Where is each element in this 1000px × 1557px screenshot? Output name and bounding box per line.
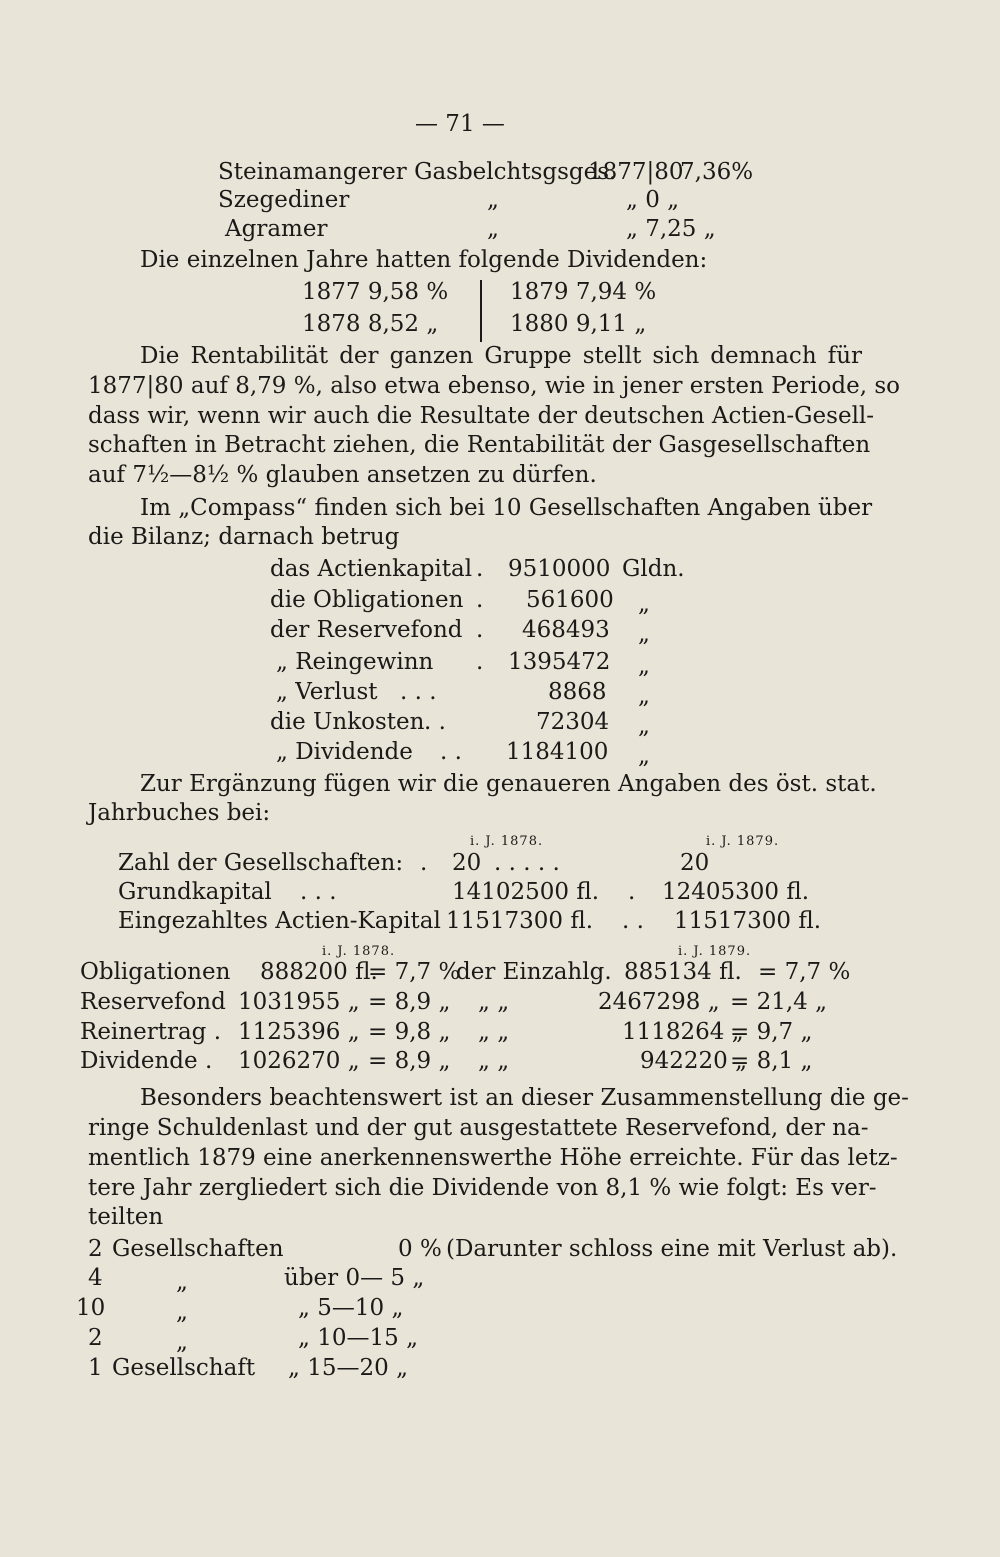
year-dividend: 1880 9,11 „ bbox=[510, 311, 647, 337]
percent-1878: = 7,7 % bbox=[368, 959, 461, 985]
column-header: i. J. 1879. bbox=[706, 834, 780, 849]
bilanz-unit: „ bbox=[638, 621, 650, 647]
bilanz-label: „ Verlust bbox=[276, 679, 378, 705]
bilanz-value: 1395472 bbox=[508, 649, 611, 675]
percent-1878: = 8,9 „ bbox=[368, 989, 451, 1015]
company-count: 10 bbox=[76, 1295, 106, 1321]
value-1878: 888200 fl. bbox=[260, 959, 378, 985]
bilanz-label: „ Dividende bbox=[276, 739, 413, 765]
bilanz-label: die Obligationen bbox=[270, 587, 464, 613]
dividend-range: über 0— 5 „ bbox=[284, 1265, 425, 1291]
bilanz-value: 561600 bbox=[526, 587, 614, 613]
company-count: 2 bbox=[88, 1236, 103, 1262]
value-1878: 20 bbox=[452, 850, 482, 876]
row-period: „ bbox=[487, 187, 499, 213]
paragraph-line: Jahrbuches bei: bbox=[88, 800, 271, 826]
row-dots: . . bbox=[622, 908, 644, 934]
row-label: Agramer bbox=[225, 216, 328, 242]
bilanz-unit: „ bbox=[638, 713, 650, 739]
bilanz-label: die Unkosten bbox=[270, 709, 425, 735]
bilanz-value: 9510000 bbox=[508, 556, 611, 582]
company-count: 4 bbox=[88, 1265, 103, 1291]
value-1878: 1125396 „ bbox=[238, 1019, 360, 1045]
row-note: „ „ bbox=[478, 1019, 510, 1045]
company-label: Gesellschaften bbox=[112, 1236, 284, 1262]
value-1879: 11517300 fl. bbox=[674, 908, 822, 934]
bilanz-dots: . . . bbox=[400, 679, 437, 705]
company-label: „ bbox=[176, 1269, 188, 1295]
year-dividend: 1878 8,52 „ bbox=[302, 311, 439, 337]
column-header: i. J. 1878. bbox=[470, 834, 544, 849]
bilanz-unit: „ bbox=[638, 743, 650, 769]
paragraph-line: Zur Ergänzung fügen wir die genaueren Angaben des öst. stat. bbox=[140, 771, 877, 797]
paragraph-line: mentlich 1879 eine anerkennenswerthe Höhe erreichte. Für das letz- bbox=[88, 1145, 898, 1171]
value-1878: 1031955 „ bbox=[238, 989, 360, 1015]
value-1878: 1026270 „ bbox=[238, 1048, 360, 1074]
row-note: „ „ bbox=[478, 1048, 510, 1074]
column-header: i. J. 1879. bbox=[678, 944, 752, 959]
bilanz-label: der Reservefond bbox=[270, 617, 463, 643]
bilanz-dots: . bbox=[476, 617, 484, 643]
row-note: der Einzahlg. bbox=[456, 959, 612, 985]
row-dots: . bbox=[628, 879, 636, 905]
bilanz-value: 8868 bbox=[548, 679, 607, 705]
bilanz-dots: . . bbox=[440, 739, 462, 765]
bilanz-value: 72304 bbox=[536, 709, 610, 735]
percent-1879: = 21,4 „ bbox=[730, 989, 828, 1015]
paragraph-line: auf 7½—8½ % glauben ansetzen zu dürfen. bbox=[88, 462, 597, 488]
row-label: Reservefond bbox=[80, 989, 226, 1015]
value-1879: 942220 „ bbox=[640, 1048, 748, 1074]
year-dividend: 1877 9,58 % bbox=[302, 279, 449, 305]
company-count: 2 bbox=[88, 1325, 103, 1351]
dividend-range: „ 15—20 „ bbox=[288, 1355, 408, 1381]
bilanz-unit: „ bbox=[638, 591, 650, 617]
paragraph-line: tere Jahr zergliedert sich die Dividende von 8,1 % wie folgt: Es ver- bbox=[88, 1175, 877, 1201]
paragraph-line: die Bilanz; darnach betrug bbox=[88, 524, 400, 550]
row-label: Zahl der Gesellschaften: bbox=[118, 850, 404, 876]
row-label: Reinertrag . bbox=[80, 1019, 221, 1045]
bilanz-label: das Actienkapital bbox=[270, 556, 473, 582]
paragraph-line: Die Rentabilität der ganzen Gruppe stellt sich demnach für bbox=[140, 343, 862, 369]
value-1879: 12405300 fl. bbox=[662, 879, 810, 905]
company-label: Gesellschaft bbox=[112, 1355, 256, 1381]
row-label: Dividende . bbox=[80, 1048, 213, 1074]
bilanz-unit: „ bbox=[638, 653, 650, 679]
bilanz-unit: Gldn. bbox=[622, 556, 685, 582]
row-note: „ „ bbox=[478, 989, 510, 1015]
bilanz-value: 468493 bbox=[522, 617, 610, 643]
value-1879: 885134 fl. bbox=[624, 959, 742, 985]
row-value: 7,36% bbox=[680, 159, 754, 185]
percent-1878: = 9,8 „ bbox=[368, 1019, 451, 1045]
company-label: „ bbox=[176, 1299, 188, 1325]
paragraph-line: 1877|80 auf 8,79 %, also etwa ebenso, wie in jener ersten Periode, so bbox=[88, 373, 900, 399]
paragraph-line: Die einzelnen Jahre hatten folgende Dividenden: bbox=[140, 247, 708, 273]
percent-1878: = 8,9 „ bbox=[368, 1048, 451, 1074]
distribution-note: (Darunter schloss eine mit Verlust ab). bbox=[446, 1236, 898, 1262]
value-1879: 2467298 „ bbox=[598, 989, 720, 1015]
value-1879: 20 bbox=[680, 850, 710, 876]
paragraph-line: ringe Schuldenlast und der gut ausgestattete Reservefond, der na- bbox=[88, 1115, 869, 1141]
dividend-range: „ 10—15 „ bbox=[298, 1325, 418, 1351]
paragraph-line: Im „Compass“ finden sich bei 10 Gesellschaften Angaben über bbox=[140, 495, 873, 521]
row-label: Steinamangerer Gasbelchtsgsges. bbox=[218, 159, 617, 185]
bilanz-dots: . bbox=[476, 649, 484, 675]
value-1879: 1118264 „ bbox=[622, 1019, 744, 1045]
row-dots: . bbox=[420, 850, 428, 876]
paragraph-line: teilten bbox=[88, 1204, 164, 1230]
row-dots: . . . bbox=[300, 879, 337, 905]
row-value: „ 7,25 „ bbox=[626, 216, 716, 242]
row-label: Grundkapital bbox=[118, 879, 272, 905]
bilanz-unit: „ bbox=[638, 683, 650, 709]
row-dots: . . . . . bbox=[494, 850, 560, 876]
bilanz-dots: . bbox=[476, 587, 484, 613]
bilanz-value: 1184100 bbox=[506, 739, 609, 765]
row-label: Eingezahltes Actien-Kapital bbox=[118, 908, 441, 934]
percent-1879: = 8,1 „ bbox=[730, 1048, 813, 1074]
column-header: i. J. 1878. bbox=[322, 944, 396, 959]
row-value: „ 0 „ bbox=[626, 187, 680, 213]
paragraph-line: dass wir, wenn wir auch die Resultate der deutschen Actien-Gesell- bbox=[88, 403, 875, 429]
percent-1879: = 7,7 % bbox=[758, 959, 851, 985]
percent-1879: = 9,7 „ bbox=[730, 1019, 813, 1045]
page-number: — 71 — bbox=[415, 111, 505, 137]
bilanz-dots: . . bbox=[424, 709, 446, 735]
paragraph-line: Besonders beachtenswert ist an dieser Zusammenstellung die ge- bbox=[140, 1085, 909, 1111]
bilanz-dots: . bbox=[476, 556, 484, 582]
dividend-range: 0 % bbox=[398, 1236, 442, 1262]
row-label: Szegediner bbox=[218, 187, 350, 213]
year-dividend: 1879 7,94 % bbox=[510, 279, 657, 305]
row-period: 1877|80 bbox=[588, 159, 684, 185]
row-label: Obligationen bbox=[80, 959, 231, 985]
company-label: „ bbox=[176, 1329, 188, 1355]
value-1878: 14102500 fl. bbox=[452, 879, 600, 905]
dividend-range: „ 5—10 „ bbox=[298, 1295, 404, 1321]
row-period: „ bbox=[487, 216, 499, 242]
column-divider bbox=[480, 280, 482, 342]
value-1878: 11517300 fl. bbox=[446, 908, 594, 934]
bilanz-label: „ Reingewinn bbox=[276, 649, 434, 675]
paragraph-line: schaften in Betracht ziehen, die Rentabilität der Gasgesellschaften bbox=[88, 432, 871, 458]
company-count: 1 bbox=[88, 1355, 103, 1381]
